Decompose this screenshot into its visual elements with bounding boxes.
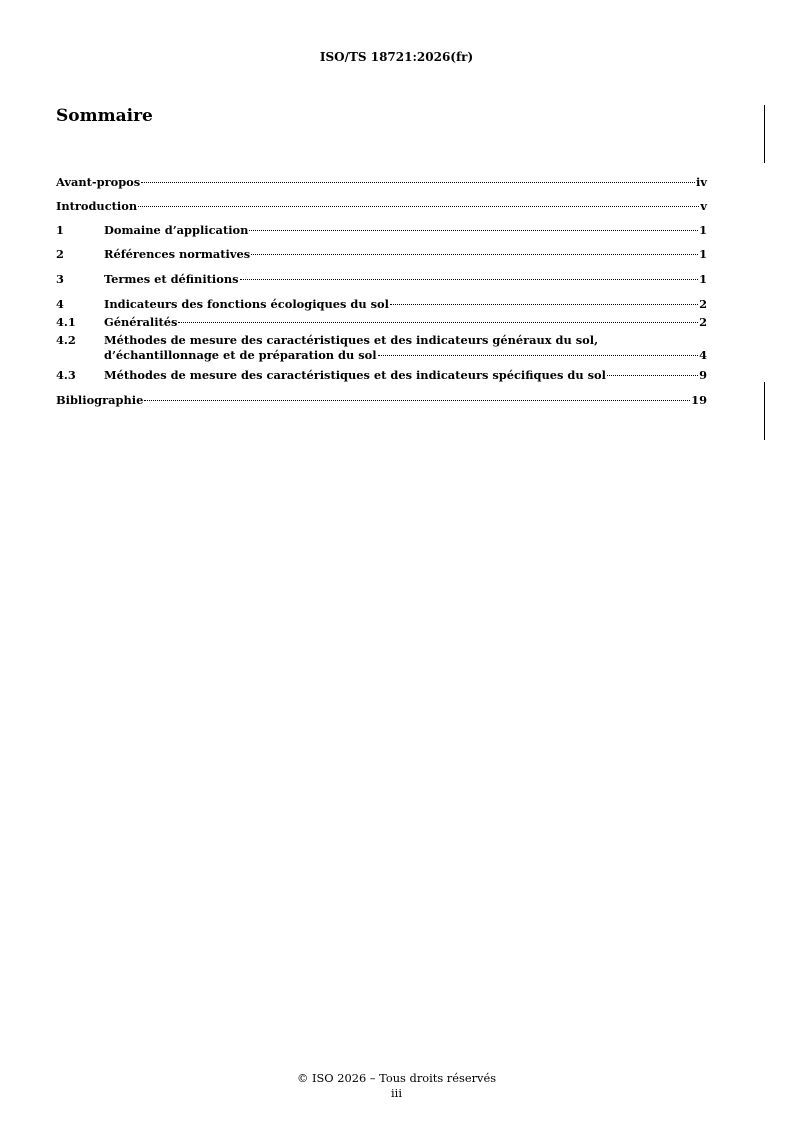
toc-entry-clause-4-2[interactable] xyxy=(56,333,707,363)
toc-entry-page: iv xyxy=(696,175,707,189)
toc-entry-title: Avant-propos xyxy=(56,175,141,189)
toc-entry-clause-4-3[interactable] xyxy=(56,368,707,383)
toc-entry-introduction[interactable] xyxy=(56,199,707,214)
page-footer xyxy=(0,1071,793,1101)
dot-leader xyxy=(178,322,698,323)
dot-leader xyxy=(249,230,698,231)
toc-entry-title-line-2: d’échantillonnage et de préparation du sol xyxy=(104,348,377,362)
toc-entry-clause-4[interactable] xyxy=(56,297,707,312)
copyright-notice: © ISO 2026 – Tous droits réservés xyxy=(296,1071,497,1085)
toc-title: Sommaire xyxy=(56,106,153,126)
toc-entry-title: Termes et définitions xyxy=(104,272,239,286)
dot-leader xyxy=(390,304,698,305)
toc-entry-page: 1 xyxy=(699,247,707,261)
page-number: iii xyxy=(391,1086,402,1100)
toc-entry-title: Bibliographie xyxy=(56,393,144,407)
toc-entry-page: 19 xyxy=(691,393,707,407)
dot-leader xyxy=(141,182,695,183)
toc-entry-clause-1[interactable] xyxy=(56,223,707,238)
toc-entry-number: 2 xyxy=(56,247,64,261)
dot-leader xyxy=(138,206,699,207)
dot-leader xyxy=(240,279,699,280)
dot-leader xyxy=(607,375,698,376)
toc-entry-page: 2 xyxy=(699,315,707,329)
toc-entry-number: 4.3 xyxy=(56,368,76,382)
change-bar xyxy=(764,382,765,440)
toc-entry-avant-propos[interactable] xyxy=(56,175,707,190)
toc-entry-clause-4-1[interactable] xyxy=(56,315,707,330)
toc-entry-clause-3[interactable] xyxy=(56,272,707,287)
toc-entry-number: 4.1 xyxy=(56,315,76,329)
dot-leader xyxy=(251,254,698,255)
toc-entry-number: 1 xyxy=(56,223,64,237)
toc-entry-page: v xyxy=(700,199,707,213)
document-identifier: ISO/TS 18721:2026(fr) xyxy=(319,50,474,64)
dot-leader xyxy=(378,355,698,356)
toc-entry-number: 4 xyxy=(56,297,64,311)
toc-entry-title: Références normatives xyxy=(104,247,251,261)
toc-entry-title: Indicateurs des fonctions écologiques du sol xyxy=(104,297,389,311)
toc-entry-title-line-1: Méthodes de mesure des caractéristiques et des indicateurs généraux du sol, xyxy=(104,333,599,347)
toc-entry-page: 1 xyxy=(699,223,707,237)
toc-entry-title: Domaine d’application xyxy=(104,223,249,237)
toc-entry-title: Méthodes de mesure des caractéristiques et des indicateurs spécifiques du sol xyxy=(104,368,606,382)
toc-entry-page: 2 xyxy=(699,297,707,311)
change-bar xyxy=(764,105,765,163)
toc-entry-clause-2[interactable] xyxy=(56,247,707,262)
toc-entry-page: 1 xyxy=(699,272,707,286)
toc-entry-number: 4.2 xyxy=(56,333,76,347)
toc-entry-title: Généralités xyxy=(104,315,178,329)
dot-leader xyxy=(144,400,690,401)
toc-entry-number: 3 xyxy=(56,272,64,286)
toc-entry-page: 9 xyxy=(699,368,707,382)
toc-entry-title: Introduction xyxy=(56,199,138,213)
toc-entry-page: 4 xyxy=(699,348,707,362)
toc-entry-bibliographie[interactable] xyxy=(56,393,707,408)
